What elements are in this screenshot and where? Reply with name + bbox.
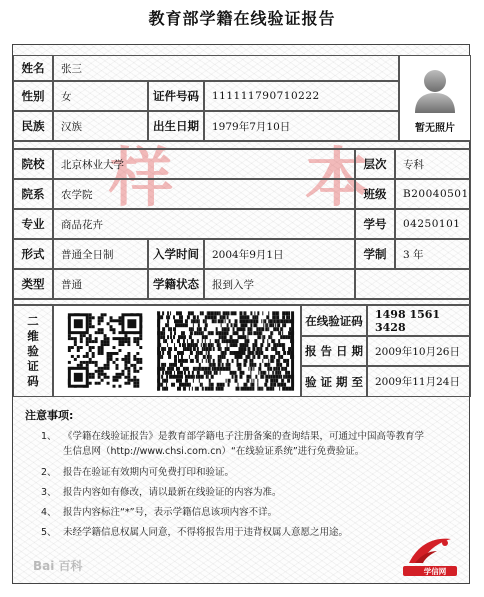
value-status: 报到入学 [204,269,355,299]
qr-label-char-5: 码 [27,373,39,388]
note-item [41,525,461,541]
note-line: 报告内容标注“*”号，表示学籍信息该项内容不详。 [63,507,278,518]
value-school: 北京林业大学 [53,149,355,179]
note-number: 5、 [41,527,57,538]
label-status: 学籍状态 [148,269,204,299]
report-frame [12,44,470,584]
value-online-code: 1498 1561 3428 [367,305,471,336]
label-report-date: 报 告 日 期 [301,336,367,366]
label-duration: 学制 [355,239,395,269]
label-ethnicity: 民族 [13,111,53,141]
watermark-left: 样 [109,141,173,216]
value-type: 普通 [53,269,148,299]
value-valid-until: 2009年11月24日 [367,366,471,397]
qr-code-image [54,305,300,397]
label-id-no: 证件号码 [148,81,204,111]
baidu-watermark: Bai 百科 [33,559,83,573]
value-gender: 女 [53,81,148,111]
label-class: 班级 [355,179,395,209]
note-item [41,505,461,521]
value-report-date: 2009年10月26日 [367,336,471,366]
note-item [41,485,461,501]
value-enroll-time: 2004年9月1日 [204,239,355,269]
label-school: 院校 [13,149,53,179]
person-silhouette-icon [413,67,457,113]
value-ethnicity: 汉族 [53,111,148,141]
qr-code-area [53,305,301,397]
note-line: 报告在验证有效期内可免费打印和验证。 [63,467,235,478]
report-title: 教育部学籍在线验证报告 [148,9,336,28]
value-duration: 3 年 [395,239,471,269]
qr-label-char-1: 二 [27,313,39,328]
photo-label: 暂无照片 [415,123,455,134]
qr-label-char-3: 验 [27,343,39,358]
qr-label-char-2: 维 [27,328,39,343]
note-line: 《学籍在线验证报告》是教育部学籍电子注册备案的查询结果，可通过中国高等教育学 [63,431,425,442]
label-type: 类型 [13,269,53,299]
blank-cell [355,269,471,299]
value-birth-date: 1979年7月10日 [204,111,399,141]
spacer-band [13,141,471,149]
label-birth-date: 出生日期 [148,111,204,141]
label-gender: 性别 [13,81,53,111]
label-department: 院系 [13,179,53,209]
value-student-no: 04250101 [395,209,471,239]
value-mode: 普通全日制 [53,239,148,269]
notes-title: 注意事项: [25,409,74,422]
label-valid-until: 验 证 期 至 [301,366,367,397]
note-line: 生信息网（http://www.chsi.com.cn）“在线验证系统”进行免费验证。 [63,446,365,457]
label-major: 专业 [13,209,53,239]
note-line: 未经学籍信息权属人同意，不得将报告用于违背权属人意愿之用途。 [63,527,349,538]
qr-label-char-4: 证 [27,358,39,373]
value-department: 农学院 [53,179,355,209]
value-name: 张三 [53,55,399,81]
note-item [41,429,461,461]
label-mode: 形式 [13,239,53,269]
chsi-logo-text: 学信网 [423,567,447,576]
note-item [41,465,461,481]
label-enroll-time: 入学时间 [148,239,204,269]
value-class: B20040501 [395,179,471,209]
note-number: 2、 [41,467,57,478]
label-online-code: 在线验证码 [301,305,367,336]
value-id-no: 111111790710222 [204,81,399,111]
note-number: 3、 [41,487,57,498]
photo-box [399,55,471,141]
note-number: 4、 [41,507,57,518]
qr-section-label [13,305,53,397]
value-level: 专科 [395,149,471,179]
note-line: 报告内容如有修改，请以最新在线验证的内容为准。 [63,487,282,498]
value-major: 商品花卉 [53,209,355,239]
label-name: 姓名 [13,55,53,81]
watermark-right: 本 [305,141,369,216]
note-number: 1、 [41,431,57,442]
label-student-no: 学号 [355,209,395,239]
label-level: 层次 [355,149,395,179]
